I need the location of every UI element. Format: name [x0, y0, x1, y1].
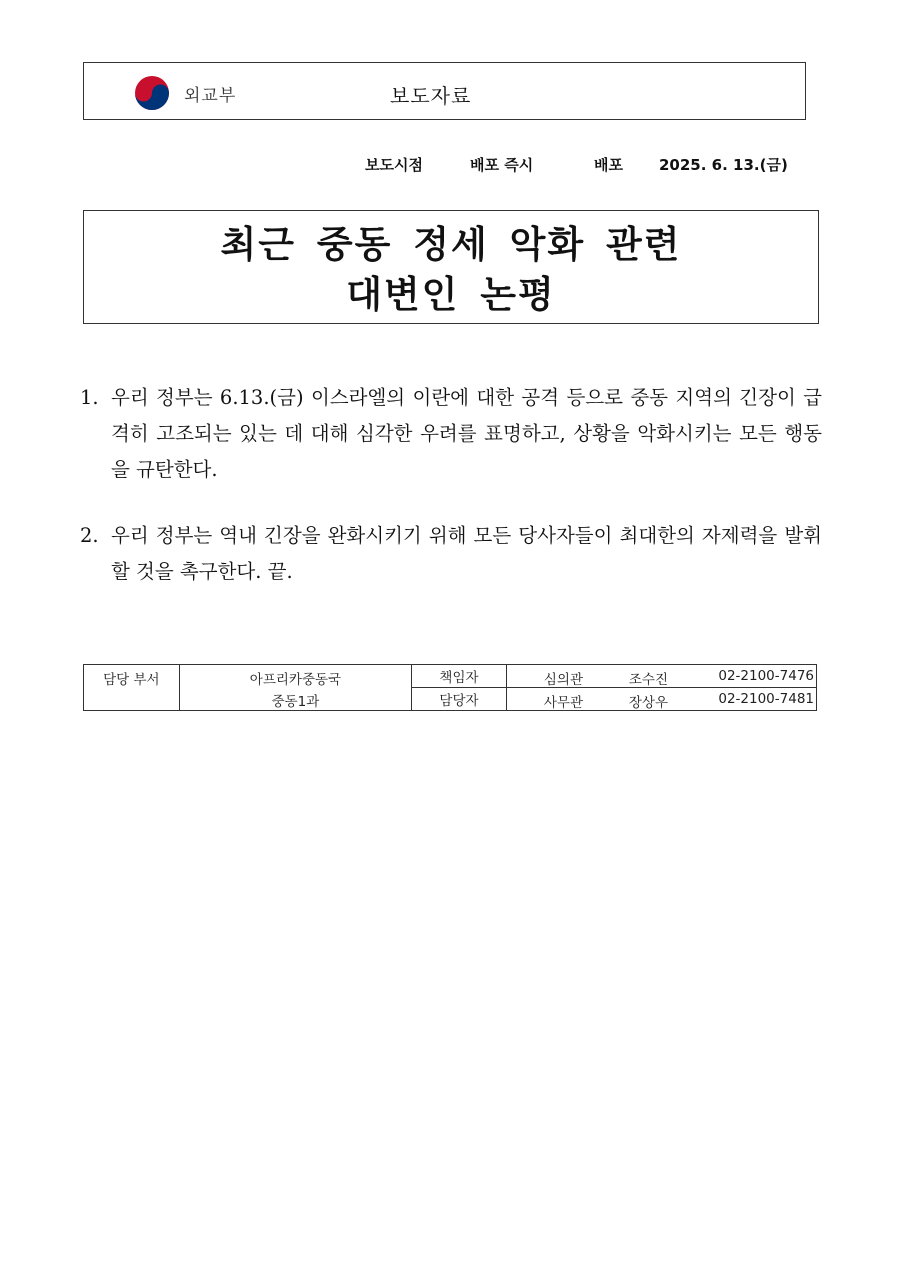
contact-row — [84, 665, 817, 688]
title-line-2: 대변인 논평 — [346, 273, 556, 316]
contact-person — [506, 665, 816, 688]
dept-label: 담당 부서 — [84, 665, 180, 711]
dept-line-2: 중동1과 — [271, 694, 320, 710]
distribution-label: 배포 — [594, 156, 623, 174]
paragraph-text: 우리 정부는 역내 긴장을 완화시키기 위해 모든 당사자들이 최대한의 자제력을 발휘할 것을 촉구한다. 끝. — [111, 524, 822, 583]
contact-phone: 02-2100-7481 — [718, 691, 814, 707]
contact-name: 장상우 — [628, 695, 668, 711]
paragraph-2 — [80, 518, 822, 590]
contact-role: 책임자 — [412, 665, 507, 688]
mofa-logo-icon — [134, 75, 170, 111]
contact-title: 사무관 — [543, 695, 583, 711]
paragraph-text: 우리 정부는 6.13.(금) 이스라엘의 이란에 대한 공격 등으로 중동 지역의 긴장이 급격히 고조되는 있는 데 대해 심각한 우려를 표명하고, 상황을 악화시키는 모든 행동을 규탄한다. — [111, 386, 822, 481]
title-line-1: 최근 중동 정세 악화 관련 — [220, 223, 682, 266]
doc-type: 보도자료 — [390, 84, 472, 108]
contact-role: 담당자 — [412, 688, 507, 711]
paragraph-1 — [80, 380, 822, 488]
contact-title: 심의관 — [543, 672, 583, 688]
dept-line-1: 아프리카중동국 — [249, 672, 342, 688]
contact-person — [506, 688, 816, 711]
contact-phone: 02-2100-7476 — [718, 668, 814, 684]
title-box — [83, 210, 819, 324]
dept-value — [179, 665, 411, 711]
header-box — [83, 62, 806, 120]
contact-name: 조수진 — [628, 672, 668, 688]
paragraph-number: 2. — [80, 524, 99, 547]
release-timing: 배포 즉시 — [470, 156, 534, 174]
release-date: 2025. 6. 13.(금) — [659, 156, 788, 174]
contact-table — [83, 664, 817, 711]
release-label: 보도시점 — [365, 156, 423, 174]
paragraph-number: 1. — [80, 386, 99, 409]
org-name: 외교부 — [184, 86, 237, 106]
